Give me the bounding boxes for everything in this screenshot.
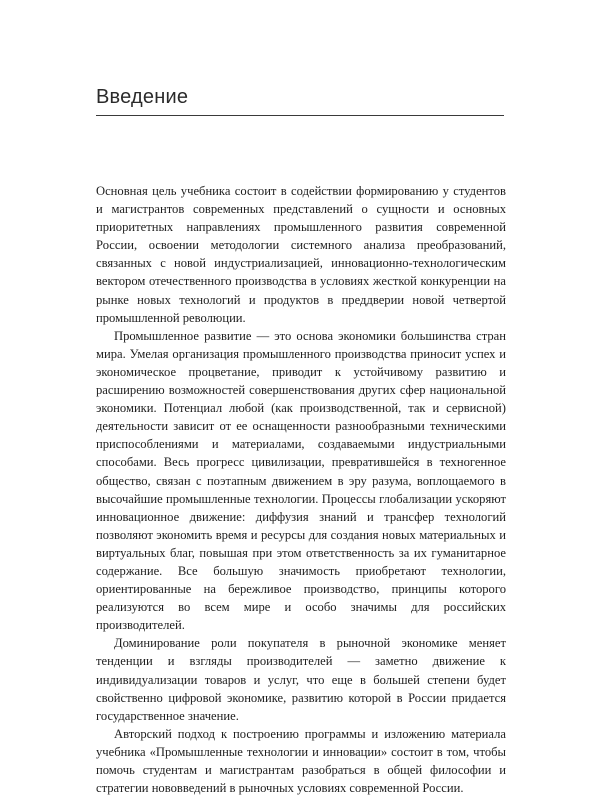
chapter-title: Введение: [96, 86, 189, 108]
paragraph-goal: Основная цель учебника состоит в содействии формированию у студентов и магистрантов современных представлений о сущности и основных приоритетных направлениях промышленного развития современной России, освоении методологии системного анализа преобразований, связанных с новой индустриализацией, инновационно-технологическим вектором отечественного производства в условиях жесткой конкуренции на рынке новых технологий и продуктов в преддверии новой четвертой промышленной революции.: [96, 184, 506, 325]
paragraph-buyer-dominance: Доминирование роли покупателя в рыночной экономике меняет тенденции и взгляды производителей — заметно движение к индивидуализации товаров и услуг, что еще в большей степени будет свойственно цифровой экономике, развитию которой в России придается государственное значение.: [96, 636, 506, 723]
paragraph-author-approach: Авторский подход к построению программы и изложению материала учебника «Промышленные технологии и инновации» состоит в том, чтобы помочь студентам и магистрантам разобраться в общей философии и стратегии нововведений в рыночных условиях современной России.: [96, 726, 506, 796]
body-text: [96, 182, 506, 797]
title-underline: [96, 115, 504, 116]
paragraph-industrial-development: Промышленное развитие — это основа экономики большинства стран мира. Умелая организация промышленного производства приносит успех и экономическое процветание, приводит к устойчивому развитию и расширению возможностей совершенствования других сфер национальной экономики. Потенциал любой (как производственной, так и сервисной) деятельности зависит от ее оснащенности разнообразными техническими приспособлениями и материалами, создаваемыми индустриальными способами. Весь прогресс цивилизации, превратившейся в техногенное общество, связан с поэтапным движением в эру разума, воплощаемого в высочайшие промышленные технологии. Процессы глобализации ускоряют инновационное движение: диффузия знаний и трансфер технологий позволяют экономить время и ресурсы для создания новых материальных и виртуальных благ, повышая при этом ответственность за их гуманитарное содержание. Все большую значимость приобретают технологии, ориентированные на бережливое производство, принципы которого реализуются во всем мире и особо значимы для российских производителей.: [96, 328, 506, 633]
chapter-heading: [96, 86, 504, 116]
